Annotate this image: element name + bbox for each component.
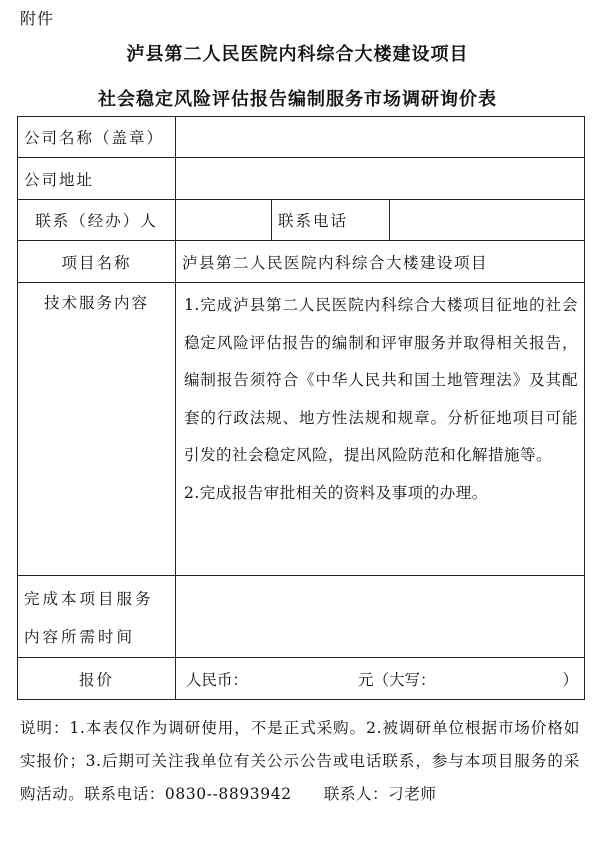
company-address-label: 公司地址: [18, 158, 176, 200]
quote-yuan-label: 元（大写：: [358, 670, 436, 689]
project-name-value: 泸县第二人民医院内科综合大楼建设项目: [176, 241, 585, 283]
row-time: [18, 576, 585, 658]
tech-service-label: 技术服务内容: [18, 283, 176, 576]
contact-person-label: 联系（经办）人: [18, 200, 176, 241]
quote-close-label: ）: [562, 670, 579, 689]
document-title-line2: 社会稳定风险评估报告编制服务市场调研询价表: [98, 89, 497, 110]
tech-service-content: [176, 283, 585, 576]
row-company-address: [18, 158, 585, 200]
explanation-note: 说明：1.本表仅作为调研使用，不是正式采购。2.被调研单位根据市场价格如实报价；3.后期可关注我单位有关公示公告或电话联系，参与本项目服务的采购活动。联系电话：0830--8893942 联系人：刁老师: [20, 719, 580, 803]
tech-service-item-1: 1.完成泸县第二人民医院内科综合大楼项目征地的社会稳定风险评估报告的编制和评审服务并取得相关报告，编制报告须符合《中华人民共和国土地管理法》及其配套的行政法规、地方性法规和规章。分析征地项目可能引发的社会稳定风险，提出风险防范和化解措施等。: [184, 296, 579, 464]
company-name-field[interactable]: [176, 117, 585, 158]
contact-phone-label: 联系电话: [272, 200, 390, 241]
contact-phone-field[interactable]: [390, 200, 585, 241]
company-name-label: 公司名称（盖章）: [18, 117, 176, 158]
quote-currency-label: 人民币：: [186, 670, 249, 689]
document-title-line1: 泸县第二人民医院内科综合大楼建设项目: [126, 44, 469, 65]
row-contact: [18, 200, 585, 241]
contact-person-field[interactable]: [176, 200, 272, 241]
company-address-field[interactable]: [176, 158, 585, 200]
inquiry-form-table: [17, 116, 585, 700]
time-required-field[interactable]: [176, 576, 585, 658]
tech-service-item-2: 2.完成报告审批相关的资料及事项的办理。: [184, 483, 488, 502]
time-required-label: 完成本项目服务内容所需时间: [18, 576, 176, 658]
quote-label: 报价: [18, 658, 176, 700]
project-name-label: 项目名称: [18, 241, 176, 283]
row-tech-service: [18, 283, 585, 576]
attachment-label: 附件: [20, 9, 55, 28]
row-project-name: [18, 241, 585, 283]
row-company-name: [18, 117, 585, 158]
row-quote: [18, 658, 585, 700]
quote-field[interactable]: [176, 658, 585, 700]
